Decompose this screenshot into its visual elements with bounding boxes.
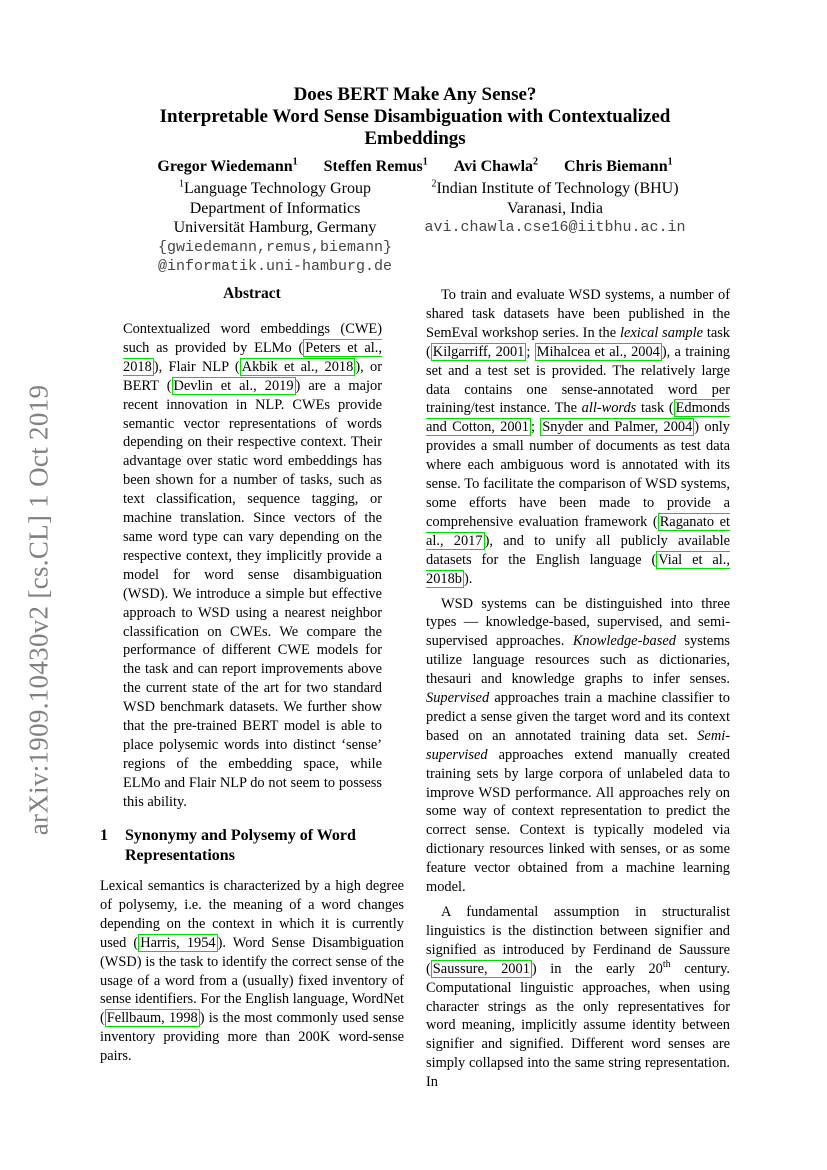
author-list bbox=[100, 157, 730, 177]
section-heading bbox=[100, 826, 404, 865]
email-left-1: {gwiedemann,remus,biemann} bbox=[157, 238, 393, 256]
author: Gregor Wiedemann$^1$ bbox=[157, 156, 298, 175]
abstract-heading: Abstract bbox=[223, 285, 281, 302]
author: Avi Chawla$^2$ bbox=[453, 156, 539, 175]
title-line-1: Does BERT Make Any Sense? bbox=[293, 84, 537, 105]
section-number: 1 bbox=[100, 827, 108, 844]
author: Steffen Remus$^1$ bbox=[323, 156, 428, 175]
arxiv-sidebar bbox=[14, 375, 64, 845]
citation-link[interactable]: Snyder and Palmer, 2004 bbox=[542, 419, 693, 436]
paper-title bbox=[100, 84, 730, 150]
section-title: Synonymy and Polysemy of Word Representations bbox=[125, 827, 356, 864]
paragraph-structuralism: A fundamental assumption in structuralist linguistics is the distinction between signifier and signified as introduced by Ferdinand de Saussure ( Saussure, 2001 ) in the early 20th century. Computational linguistic approaches, when using character strings as the only representatives for word meaning, implicitly assume identity between signifier and signified. Different word senses are simply collapsed into the same string representation. In bbox=[426, 904, 731, 1091]
affiliation-left: $^1$Language Technology Group Department of Informatics Universität Hamburg, Germany {gwiedemann,remus,biemann} @informatik.uni-hamburg.de bbox=[140, 179, 410, 277]
citation-link[interactable]: Peters et al., 2018 bbox=[123, 339, 382, 375]
abstract-body: Contextualized word embeddings (CWE) such as provided by ELMo ( Peters et al., 2018 ), Flair NLP ( Akbik et al., 2018 ), or BERT ( Devlin et al., 2019 ) are a major recent innovation in NLP. CWEs provide semantic vector representations of words depending on their respective context. Their advantage over static word embeddings has been shown for a number of tasks, such as text classification, sequence tagging, or machine translation. Since vectors of the same word type can vary depending on the respective context, they implicitly provide a model for word sense disambiguation (WSD). We introduce a simple but effective approach to WSD using a nearest neighbor classification on CWEs. We compare the performance of different CWE models for the task and can report improvements above the current state of the art for two standard WSD benchmark datasets. We further show that the pre-trained BERT model is able to place polysemic words into distinct ‘sense’ regions of the embedding space, while ELMo and Flair NLP do not seem to possess this ability. bbox=[123, 321, 382, 810]
affiliation-group: Language Technology Group bbox=[184, 180, 371, 197]
right-column bbox=[426, 286, 730, 1092]
paragraph-wsd-types: WSD systems can be distinguished into three types — knowledge-based, supervised, and semi-supervised approaches. Knowledge-based systems utilize language resources such as dictionaries, thesauri and knowledge graphs to infer senses. Supervised approaches train a machine classifier to predict a sense given the target word and its context based on an annotated training data set. Semi-supervised approaches extend manually created training sets by large corpora of unlabeled data to improve WSD performance. All approaches rely on some way of context representation to predict the correct sense. Context is typically modeled via dictionary resources linked with senses, or as some feature vector obtained from a machine learning model. bbox=[426, 595, 730, 896]
affiliation-right: $^2$Indian Institute of Technology (BHU) Varanasi, India avi.chawla.cse16@iitbhu.ac.in bbox=[400, 179, 710, 238]
citation-link[interactable]: Mihalcea et al., 2004 bbox=[536, 343, 660, 360]
email-left-2: @informatik.uni-hamburg.de bbox=[157, 258, 393, 275]
author: Chris Biemann$^1$ bbox=[564, 156, 673, 175]
citation-link[interactable]: Saussure, 2001 bbox=[432, 960, 530, 977]
paragraph-datasets: To train and evaluate WSD systems, a number of shared task datasets have been published in the SemEval workshop series. In the lexical sample task ( Kilgarriff, 2001 ; Mihalcea et al., 2004 ), a training set and a test set is provided. The relatively large data contains one sense-annotated word per training/test instance. The all-words task ( Edmonds and Cotton, 2001 ; Snyder and Palmer, 2004 ) only provides a small number of documents as test data where each ambiguous word is annotated with its sense. To facilitate the comparison of WSD systems, some efforts have been made to provide a comprehensive evaluation framework ( Raganato et al., 2017 ), and to unify all publicly available datasets for the English language ( Vial et al., 2018b ). bbox=[426, 287, 731, 587]
section1-paragraph: Lexical semantics is characterized by a high degree of polysemy, i.e. the meaning of a word changes depending on the context in which it is currently used ( Harris, 1954 ). Word Sense Disambiguation (WSD) is the task to identify the correct sense of the usage of a word from a (usually) fixed inventory of sense identifiers. For the English language, WordNet ( Fellbaum, 1998 ) is the most commonly used sense inventory providing more than 200K word-sense pairs. bbox=[100, 878, 404, 1065]
citation-link[interactable]: Kilgarriff, 2001 bbox=[432, 343, 525, 360]
citation-link[interactable]: Vial et al., 2018b bbox=[426, 551, 730, 587]
arxiv-identifier: arXiv:1909.10430v2 [cs.CL] 1 Oct 2019 bbox=[23, 384, 54, 836]
email-right: avi.chawla.cse16@iitbhu.ac.in bbox=[424, 219, 686, 236]
citation-link[interactable]: Akbik et al., 2018 bbox=[241, 358, 354, 375]
citation-link[interactable]: Harris, 1954 bbox=[140, 934, 216, 951]
citation-link[interactable]: Devlin et al., 2019 bbox=[173, 377, 294, 394]
title-line-2: Interpretable Word Sense Disambiguation with Contextualized bbox=[159, 106, 671, 127]
title-line-3: Embeddings bbox=[364, 128, 466, 149]
affiliation-department: Department of Informatics bbox=[189, 199, 361, 217]
citation-link[interactable]: Raganato et al., 2017 bbox=[426, 513, 731, 549]
affiliation-institute: Indian Institute of Technology (BHU) bbox=[436, 180, 679, 197]
affiliation-university: Universität Hamburg, Germany bbox=[173, 219, 377, 236]
affiliation-city: Varanasi, India bbox=[507, 199, 603, 217]
citation-link[interactable]: Fellbaum, 1998 bbox=[106, 1010, 198, 1027]
citation-link[interactable]: Edmonds and Cotton, 2001 bbox=[426, 400, 730, 436]
